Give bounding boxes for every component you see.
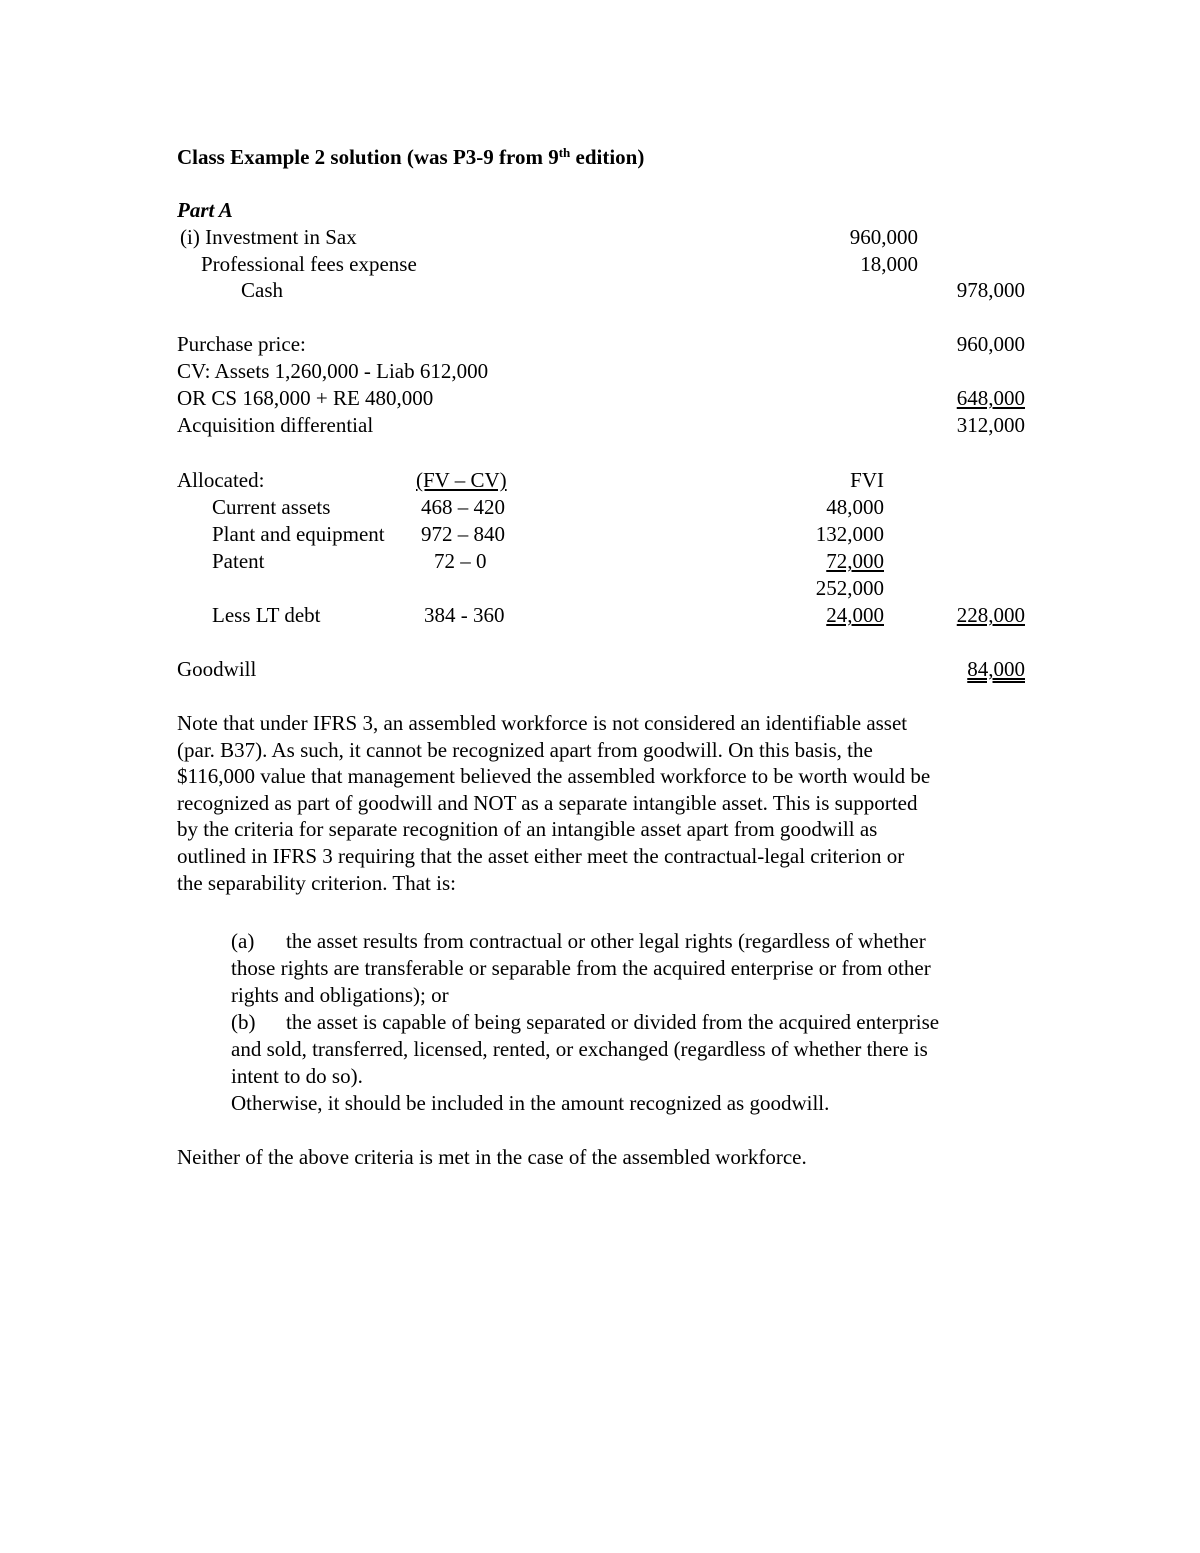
title-tail: edition) (570, 145, 645, 169)
criterion-b-marker: (b) (231, 1010, 256, 1034)
purchase-price-label: Purchase price: (177, 332, 306, 356)
note-line: the separability criterion. That is: (177, 870, 456, 895)
criterion-a-marker: (a) (231, 929, 255, 953)
journal-account-investment: (i) Investment in Sax (180, 225, 357, 249)
allocation-item-plant: Plant and equipment (212, 522, 385, 546)
criterion-a-line: those rights are transferable or separable from the acquired enterprise or from other (231, 956, 931, 980)
fv-cv-header: (FV – CV) (416, 468, 507, 492)
criterion-b-line: intent to do so). (231, 1064, 363, 1088)
allocation-net-total: 228,000 (956, 603, 1025, 627)
conclusion-line: Neither of the above criteria is met in the case of the assembled workforce. (177, 1145, 807, 1169)
allocated-label: Allocated: (177, 468, 265, 492)
allocation-calc-current-assets: 468 – 420 (421, 495, 505, 519)
acquisition-differential-amount: 312,000 (956, 413, 1025, 437)
purchase-price-amount: 960,000 (956, 332, 1025, 356)
allocation-item-current-assets: Current assets (212, 495, 331, 519)
allocation-fvi-current-assets: 48,000 (826, 495, 884, 519)
fvi-header: FVI (850, 468, 884, 492)
acquisition-differential-label: Acquisition differential (177, 413, 374, 437)
allocation-fvi-patent: 72,000 (826, 549, 884, 573)
journal-debit-fees: 18,000 (860, 252, 918, 276)
goodwill-label: Goodwill (177, 657, 257, 681)
journal-debit-investment: 960,000 (849, 225, 918, 249)
note-line: $116,000 value that management believed the assembled workforce to be worth would be (177, 764, 931, 789)
note-paragraph (177, 710, 930, 896)
allocation-subtotal: 252,000 (815, 576, 884, 600)
carrying-value-label: CV: Assets 1,260,000 - Liab 612,000 (177, 359, 489, 383)
page-title (177, 144, 644, 170)
note-line: (par. B37). As such, it cannot be recognized apart from goodwill. On this basis, the (177, 737, 873, 762)
criterion-b-line: the asset is capable of being separated or divided from the acquired enterprise (286, 1010, 940, 1034)
goodwill-amount: 84,000 (967, 657, 1025, 681)
criterion-b-line: and sold, transferred, licensed, rented, or exchanged (regardless of whether there is (231, 1037, 928, 1061)
journal-account-fees: Professional fees expense (201, 252, 417, 276)
journal-account-cash: Cash (241, 278, 283, 302)
journal-credit-cash: 978,000 (956, 278, 1025, 302)
note-line: recognized as part of goodwill and NOT as a separate intangible asset. This is supported (177, 790, 918, 815)
allocation-calc-plant: 972 – 840 (421, 522, 505, 546)
allocation-fvi-lt-debt: 24,000 (826, 603, 884, 627)
title-superscript: th (558, 145, 571, 160)
criterion-a-line: the asset results from contractual or other legal rights (regardless of whether (286, 929, 926, 953)
allocation-fvi-plant: 132,000 (815, 522, 884, 546)
note-line: outlined in IFRS 3 requiring that the asset either meet the contractual-legal criterion or (177, 843, 905, 868)
equity-label: OR CS 168,000 + RE 480,000 (177, 386, 434, 410)
allocation-calc-lt-debt: 384 - 360 (424, 603, 505, 627)
criterion-a-line: rights and obligations); or (231, 983, 449, 1007)
allocation-calc-patent: 72 – 0 (434, 549, 487, 573)
title-main: Class Example 2 solution (was P3-9 from 9 (177, 145, 559, 169)
allocation-item-lt-debt: Less LT debt (212, 603, 321, 627)
part-a-heading: Part A (177, 198, 233, 222)
note-line: by the criteria for separate recognition of an intangible asset apart from goodwill as (177, 817, 878, 842)
otherwise-line: Otherwise, it should be included in the amount recognized as goodwill. (231, 1091, 830, 1115)
allocation-item-patent: Patent (212, 549, 265, 573)
note-line: Note that under IFRS 3, an assembled workforce is not considered an identifiable asset (177, 711, 908, 735)
equity-amount: 648,000 (956, 386, 1025, 410)
